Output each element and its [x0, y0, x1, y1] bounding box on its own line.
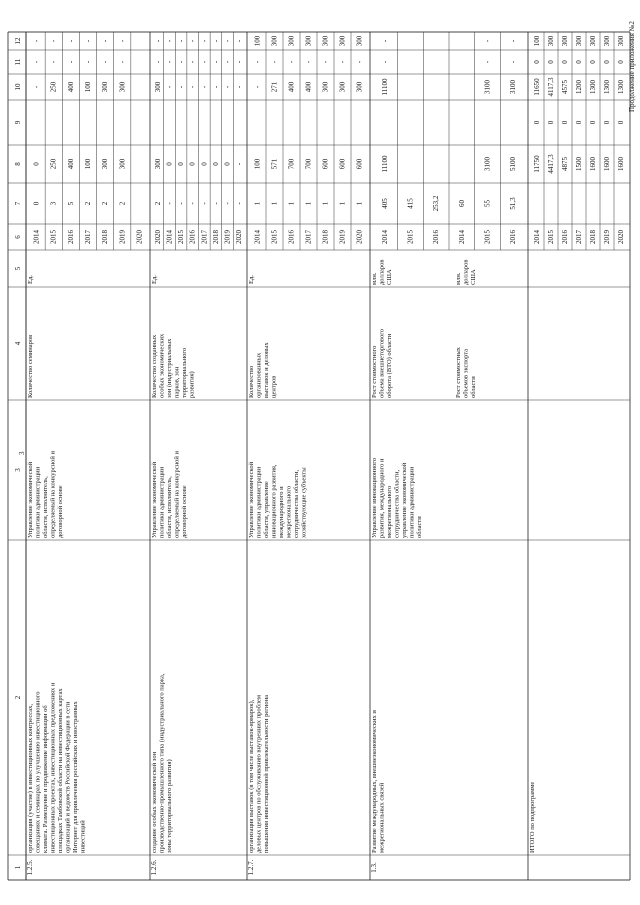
- executor-text: сотрудничества области,: [393, 469, 401, 538]
- value-cell-7: 1: [355, 201, 364, 206]
- value-cell-7: -: [165, 202, 174, 205]
- indicator-text: развития): [188, 371, 196, 398]
- value-cell-8: 400: [66, 158, 75, 170]
- value-cell-7: -: [188, 202, 197, 205]
- indicator-text: выставок и деловых: [263, 342, 270, 398]
- value-cell-12: -: [177, 39, 186, 43]
- activity-text: повышения инвестиционной привлекательности региона: [263, 694, 270, 853]
- value-cell-9: 0: [575, 120, 583, 125]
- value-cell-8: 0: [177, 162, 186, 166]
- value-cell-12: -: [66, 39, 75, 43]
- year-cell: 2018: [321, 230, 330, 244]
- year-cell: 2020: [153, 230, 162, 244]
- activity-text: инвестиционных проектах, инвестиционных предложениях и: [49, 682, 57, 853]
- value-cell-10: 300: [153, 81, 162, 93]
- year-cell: 2014: [32, 230, 41, 244]
- year-cell: 2016: [66, 230, 75, 244]
- value-cell-12: -: [101, 39, 110, 43]
- indicator-text: объемов экспорта: [462, 348, 470, 398]
- executor-text: политики администрации: [34, 466, 42, 538]
- year-cell: 2016: [287, 230, 296, 244]
- value-cell-8: 250: [49, 158, 58, 170]
- value-cell-11: -: [49, 60, 58, 64]
- value-cell-11: -: [153, 60, 162, 64]
- value-cell-8: 3100: [483, 157, 492, 171]
- value-cell-11: 0: [617, 60, 625, 64]
- value-cell-9: 0: [547, 120, 555, 125]
- value-cell-12: 300: [338, 35, 347, 47]
- activity-text: организация (участие) в инвестиционных конгрессах,: [27, 704, 34, 853]
- value-cell-12: -: [153, 39, 162, 43]
- value-cell-11: -: [188, 60, 197, 64]
- executor-text: хозяйствующие субъекты: [300, 467, 308, 538]
- value-cell-10: -: [200, 85, 209, 89]
- value-cell-9: 0: [617, 120, 625, 125]
- value-cell-7: 1: [321, 201, 330, 206]
- indicator-text: парков, зон: [173, 366, 181, 398]
- value-cell-8: 600: [321, 158, 330, 170]
- value-cell-10: 300: [355, 81, 364, 93]
- unit-text: Ед.: [27, 275, 34, 284]
- executor-text: политики администрации: [255, 466, 263, 538]
- value-cell-10: 271: [270, 81, 279, 93]
- value-cell-8: 11100: [380, 155, 389, 173]
- value-cell-11: -: [223, 60, 232, 64]
- value-cell-9: 0: [589, 120, 597, 125]
- value-cell-10: -: [223, 85, 232, 89]
- executor-text: Управление инновационного: [371, 458, 378, 538]
- year-cell: 2014: [165, 230, 174, 244]
- value-cell-11: 0: [533, 60, 541, 64]
- value-cell-10: 300: [101, 81, 110, 93]
- value-cell-7: 405: [380, 198, 389, 209]
- value-cell-12: -: [483, 39, 492, 43]
- activity-text: совещаниях и семинарах по улучшению инвестиционного: [34, 691, 42, 853]
- executor-text: договорной основе: [181, 485, 188, 538]
- value-cell-11: -: [321, 60, 330, 64]
- value-cell-10: 300: [321, 81, 330, 93]
- value-cell-12: -: [235, 39, 244, 43]
- unit-text: США: [386, 269, 393, 285]
- value-cell-7: 0: [32, 201, 41, 206]
- value-cell-11: -: [509, 60, 518, 64]
- value-cell-11: 0: [575, 60, 583, 64]
- row-code: 1.3.: [370, 862, 378, 873]
- value-cell-8: 1600: [603, 157, 611, 171]
- value-cell-7: 2: [101, 201, 110, 206]
- year-cell: 2019: [603, 230, 611, 244]
- value-cell-8: 0: [188, 162, 197, 166]
- value-cell-11: -: [177, 60, 186, 64]
- executor-text: политики администрации: [408, 466, 416, 538]
- value-cell-7: 60: [457, 200, 466, 207]
- value-cell-10: -: [177, 85, 186, 89]
- value-cell-9: 0: [533, 120, 541, 125]
- unit-text: Ед.: [248, 275, 255, 284]
- value-cell-7: 1: [287, 201, 296, 206]
- value-cell-11: -: [287, 60, 296, 64]
- executor-text: определяемый на конкурсной и: [173, 451, 181, 538]
- value-cell-11: -: [200, 60, 209, 64]
- column-number-10: 10: [14, 83, 22, 91]
- row-code: 1.2.7.: [247, 859, 255, 876]
- value-cell-7: 2: [118, 201, 127, 206]
- year-cell: 2016: [432, 230, 441, 244]
- value-cell-12: -: [165, 39, 174, 43]
- year-cell: 2019: [223, 230, 232, 244]
- value-cell-7: -: [211, 202, 220, 205]
- value-cell-7: 253,2: [432, 195, 441, 212]
- value-cell-8: 11750: [533, 155, 541, 173]
- value-cell-10: 1300: [617, 80, 625, 94]
- activity-text: производственно-промышленного типа (индустриального парка,: [158, 673, 166, 853]
- activity-text: организаций и ведомств Российской Федерации в сети: [64, 701, 72, 853]
- value-cell-11: -: [253, 60, 262, 64]
- value-cell-12: 300: [304, 35, 313, 47]
- year-cell: 2015: [270, 230, 279, 244]
- value-cell-7: -: [223, 202, 232, 205]
- unit-text: долларов: [378, 259, 386, 285]
- value-cell-7: -: [177, 202, 186, 205]
- indicator-text: Количество созданных: [151, 334, 158, 398]
- value-cell-10: 1300: [603, 80, 611, 94]
- unit-text: млн.: [371, 272, 378, 285]
- year-cell: 2017: [84, 230, 92, 244]
- value-cell-8: 600: [338, 158, 347, 170]
- value-cell-8: 0: [223, 162, 232, 166]
- value-cell-11: -: [165, 60, 174, 64]
- executor-text: инновационного развития,: [270, 464, 278, 538]
- value-cell-12: -: [188, 39, 197, 43]
- value-cell-8: 100: [84, 158, 92, 170]
- activity-text: создание особых экономической зон: [151, 751, 158, 853]
- value-cell-12: -: [49, 39, 58, 43]
- value-cell-12: 300: [270, 35, 279, 47]
- indicator-text: Рост стоимостного: [371, 345, 378, 398]
- value-cell-12: -: [32, 39, 41, 43]
- value-cell-7: 3: [49, 201, 58, 206]
- year-cell: 2017: [575, 230, 583, 244]
- value-cell-10: -: [188, 85, 197, 89]
- value-cell-11: -: [101, 60, 110, 64]
- unit-text: Ед.: [151, 275, 158, 284]
- value-cell-10: 400: [304, 81, 313, 93]
- executor-text: определяемый на конкурсной и: [49, 451, 57, 538]
- indicator-text: центров: [270, 375, 278, 398]
- row-code: 1.2.6.: [150, 859, 158, 876]
- value-cell-7: 2: [84, 201, 92, 206]
- activity-text: организация выставок (в том числе выставок-ярмарок),: [248, 699, 255, 853]
- value-cell-10: -: [32, 85, 41, 89]
- value-cell-8: 700: [304, 158, 313, 170]
- unit-text: долларов: [462, 259, 470, 285]
- value-cell-8: 300: [153, 158, 162, 170]
- column-number-9: 9: [14, 120, 22, 125]
- indicator-text: организованных: [255, 352, 263, 398]
- year-cell: 2020: [135, 230, 144, 244]
- executor-text: области, исполнитель,: [42, 476, 49, 538]
- value-cell-12: -: [118, 39, 127, 43]
- executor-text: политики администрации: [158, 466, 166, 538]
- value-cell-10: 1200: [575, 80, 583, 94]
- year-cell: 2015: [547, 230, 555, 244]
- column-number-3: 3: [14, 468, 22, 472]
- value-cell-7: 415: [406, 198, 415, 209]
- executor-text: управление экономической: [401, 462, 408, 538]
- executor-text: развития, международного и: [378, 458, 386, 538]
- table-cells: [14, 35, 625, 875]
- value-cell-11: 0: [589, 60, 597, 64]
- value-cell-12: -: [200, 39, 209, 43]
- year-cell: 2014: [380, 230, 389, 244]
- year-cell: 2015: [177, 230, 186, 244]
- year-cell: 2018: [101, 230, 110, 244]
- activity-text: площадках Тамбовской области на инвестиционных картах: [57, 688, 64, 853]
- value-cell-12: 300: [575, 35, 583, 47]
- column-number-11: 11: [14, 58, 22, 66]
- unit-text: млн.: [455, 272, 462, 285]
- value-cell-10: -: [211, 85, 220, 89]
- value-cell-12: -: [380, 39, 389, 43]
- year-cell: 2014: [533, 230, 541, 244]
- value-cell-10: 11650: [533, 78, 541, 96]
- value-cell-10: -: [253, 85, 262, 89]
- value-cell-8: 0: [211, 162, 220, 166]
- value-cell-7: 1: [270, 201, 279, 206]
- value-cell-7: 2: [153, 201, 162, 206]
- activity-text: межрегиональных связей: [378, 782, 386, 853]
- value-cell-10: 300: [338, 81, 347, 93]
- value-cell-12: 300: [547, 35, 555, 47]
- indicator-text: области: [470, 376, 477, 398]
- column-number-4: 4: [14, 341, 22, 346]
- value-cell-10: 400: [287, 81, 296, 93]
- executor-text: договорной основе: [57, 485, 64, 538]
- year-cell: 2018: [589, 230, 597, 244]
- value-cell-12: 100: [533, 35, 541, 47]
- executor-text: области, управление: [263, 481, 270, 538]
- value-cell-7: 1: [304, 201, 313, 206]
- activity-text: инвестиций: [79, 820, 87, 853]
- value-cell-11: -: [118, 60, 127, 64]
- year-cell: 2015: [49, 230, 58, 244]
- activity-text: ИТОГО по подпрограмме: [529, 781, 536, 853]
- value-cell-10: 400: [66, 81, 75, 93]
- value-cell-9: 0: [603, 120, 611, 125]
- value-cell-10: -: [165, 85, 174, 89]
- row-code: 1.2.5.: [26, 859, 34, 876]
- value-cell-11: -: [66, 60, 75, 64]
- value-cell-12: -: [211, 39, 220, 43]
- value-cell-10: 3100: [509, 80, 518, 94]
- value-cell-10: 100: [84, 81, 92, 93]
- value-cell-12: 100: [253, 35, 262, 47]
- activity-text: деловых центров по обслуживанию внутренних проблем: [255, 695, 263, 853]
- executor-text: межрегионального: [285, 485, 293, 538]
- activity-text: зоны территориального развития): [166, 759, 173, 853]
- column-number-8: 8: [14, 162, 22, 166]
- year-cell: 2020: [617, 230, 625, 244]
- activity-text: Интернет для привлечения российских и иностранных: [72, 701, 79, 853]
- executor-text: Управление экономической: [248, 461, 255, 538]
- value-cell-8: 1500: [575, 157, 583, 171]
- value-cell-8: 571: [270, 158, 279, 170]
- executor-text: Управление экономической: [27, 461, 34, 538]
- column-number-7: 7: [14, 201, 22, 206]
- executor-text: области, исполнитель,: [166, 476, 173, 538]
- value-cell-12: 300: [321, 35, 330, 47]
- year-cell: 2020: [235, 230, 244, 244]
- indicator-text: Рост стоимостных: [455, 347, 462, 398]
- value-cell-10: -: [235, 85, 244, 89]
- executor-text: международного и: [278, 486, 285, 538]
- value-cell-11: -: [338, 60, 347, 64]
- year-cell: 2017: [200, 230, 209, 244]
- indicator-text: Количество: [248, 365, 255, 398]
- value-cell-8: 4417,3: [547, 154, 555, 174]
- value-cell-8: 300: [101, 158, 110, 170]
- value-cell-8: 5100: [509, 157, 518, 171]
- value-cell-12: 300: [589, 35, 597, 47]
- activity-text: Развитие международных, внешнеэкономических и: [371, 710, 378, 853]
- value-cell-12: 300: [617, 35, 625, 47]
- value-cell-11: -: [270, 60, 279, 64]
- value-cell-10: 250: [49, 81, 58, 93]
- value-cell-12: -: [84, 39, 92, 43]
- value-cell-8: 600: [355, 158, 364, 170]
- executor-text: области: [416, 516, 423, 538]
- column-number-12: 12: [14, 37, 22, 45]
- value-cell-7: -: [200, 202, 209, 205]
- value-cell-11: -: [84, 60, 92, 64]
- value-cell-12: -: [223, 39, 232, 43]
- indicator-text: Количество семинаров: [27, 334, 34, 398]
- year-cell: 2015: [483, 230, 492, 244]
- year-cell: 2019: [118, 230, 127, 244]
- indicator-text: особых экономических: [158, 333, 166, 398]
- value-cell-10: 300: [118, 81, 127, 93]
- unit-text: США: [470, 269, 477, 285]
- value-cell-7: 1: [338, 201, 347, 206]
- value-cell-12: 300: [603, 35, 611, 47]
- value-cell-11: -: [483, 60, 492, 64]
- executor-text: Управление экономической: [151, 461, 158, 538]
- year-cell: 2018: [211, 230, 220, 244]
- indicator-text: объема внешнеторгового: [378, 328, 386, 398]
- value-cell-11: 0: [561, 60, 569, 64]
- value-cell-11: -: [304, 60, 313, 64]
- value-cell-7: 51,3: [509, 197, 518, 210]
- value-cell-8: 300: [118, 158, 127, 170]
- indicator-text: территориального: [181, 347, 188, 398]
- value-cell-10: 4117,3: [547, 77, 555, 97]
- value-cell-11: -: [380, 60, 389, 64]
- indicator-text: зон (индустриальных: [166, 338, 173, 398]
- value-cell-11: 0: [603, 60, 611, 64]
- value-cell-10: 4575: [561, 80, 569, 94]
- value-cell-11: 0: [547, 60, 555, 64]
- value-cell-8: -: [235, 162, 244, 166]
- appendix-title: Продолжение приложения №2: [628, 21, 636, 112]
- value-cell-8: 0: [200, 162, 209, 166]
- year-cell: 2019: [338, 230, 347, 244]
- value-cell-8: 4875: [561, 157, 569, 171]
- year-cell: 2016: [509, 230, 518, 244]
- value-cell-11: -: [211, 60, 220, 64]
- value-cell-12: 300: [287, 35, 296, 47]
- value-cell-11: -: [32, 60, 41, 64]
- value-cell-10: 1300: [589, 80, 597, 94]
- value-cell-7: 55: [483, 200, 492, 207]
- value-cell-10: 11100: [380, 78, 389, 96]
- value-cell-12: 300: [355, 35, 364, 47]
- executor-text: сотрудничества области,: [293, 469, 300, 538]
- indicator-text: оборота (ВТО) области: [386, 333, 393, 398]
- value-cell-8: 100: [253, 158, 262, 170]
- value-cell-7: 5: [66, 201, 75, 206]
- executor-text: межрегионального: [386, 485, 393, 538]
- activity-text: климата. Размещение и продвижение информации об: [42, 705, 49, 853]
- value-cell-12: 300: [561, 35, 569, 47]
- column-number-1: 1: [14, 865, 22, 870]
- year-cell: 2014: [253, 230, 262, 244]
- year-cell: 2017: [304, 230, 313, 244]
- value-cell-8: 1600: [617, 157, 625, 171]
- value-cell-7: -: [235, 202, 244, 205]
- year-cell: 2014: [457, 230, 466, 244]
- year-cell: 2016: [561, 230, 569, 244]
- value-cell-8: 0: [32, 162, 41, 166]
- value-cell-8: 0: [165, 162, 174, 166]
- value-cell-12: -: [509, 39, 518, 43]
- page-number: 3: [18, 451, 26, 455]
- column-number-5: 5: [14, 266, 22, 271]
- column-number-6: 6: [14, 235, 22, 239]
- year-cell: 2016: [188, 230, 197, 244]
- value-cell-11: -: [355, 60, 364, 64]
- value-cell-9: 0: [561, 120, 569, 125]
- year-cell: 2020: [355, 230, 364, 244]
- value-cell-10: 3100: [483, 80, 492, 94]
- value-cell-7: 1: [253, 201, 262, 206]
- year-cell: 2015: [406, 230, 415, 244]
- value-cell-11: -: [235, 60, 244, 64]
- value-cell-8: 1600: [589, 157, 597, 171]
- column-number-2: 2: [14, 695, 22, 700]
- value-cell-8: 700: [287, 158, 296, 170]
